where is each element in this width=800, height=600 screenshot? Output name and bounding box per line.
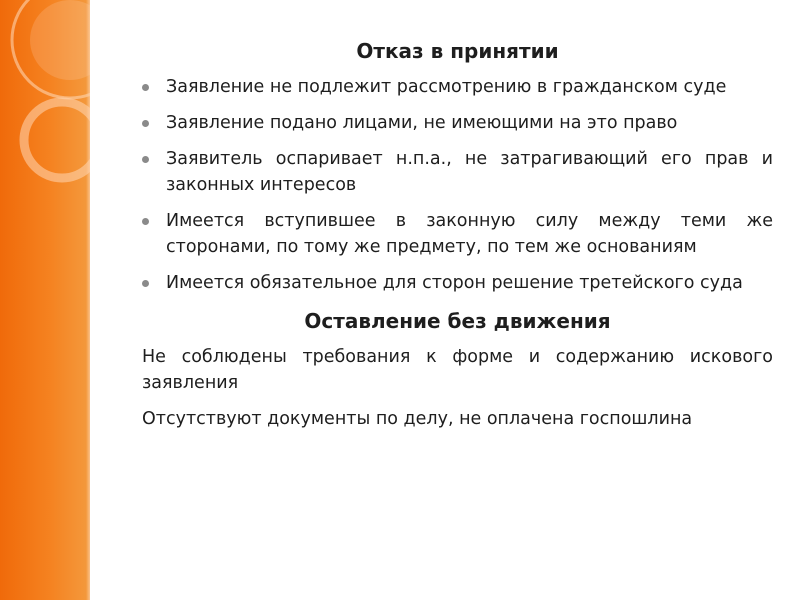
small-ring	[24, 102, 90, 178]
list-item-text: Имеется обязательное для сторон решение третейского суда	[166, 273, 743, 293]
refusal-list	[142, 74, 773, 296]
list-item-text: Заявление не подлежит рассмотрению в гражданском суде	[166, 77, 727, 97]
list-item-text: Заявление подано лицами, не имеющими на это право	[166, 113, 678, 133]
paragraph-documents: Отсутствуют документы по делу, не оплачена госпошлина	[142, 409, 693, 429]
bullet-icon	[142, 156, 149, 163]
large-disc	[30, 0, 90, 80]
decorative-sidebar	[0, 0, 90, 600]
list-item-text: Имеется вступившее в законную силу между теми же сторонами, по тому же предмету, по тем же основаниям	[166, 211, 773, 257]
list-item-text: Заявитель оспаривает н.п.а., не затрагивающий его прав и законных интересов	[166, 149, 773, 195]
section-title-no-movement: Оставление без движения	[304, 309, 611, 333]
decorative-circles	[0, 0, 90, 600]
bullet-icon	[142, 218, 149, 225]
bullet-icon	[142, 84, 149, 91]
list-item	[142, 146, 773, 198]
list-item	[142, 208, 773, 260]
bullet-icon	[142, 120, 149, 127]
sidebar-edge	[86, 0, 90, 600]
bullet-icon	[142, 280, 149, 287]
list-item	[142, 110, 773, 136]
slide-content	[142, 36, 773, 442]
paragraph-requirements: Не соблюдены требования к форме и содержанию искового заявления	[142, 347, 773, 393]
list-item	[142, 270, 773, 296]
list-item	[142, 74, 773, 100]
section-title-refusal: Отказ в принятии	[356, 39, 559, 63]
